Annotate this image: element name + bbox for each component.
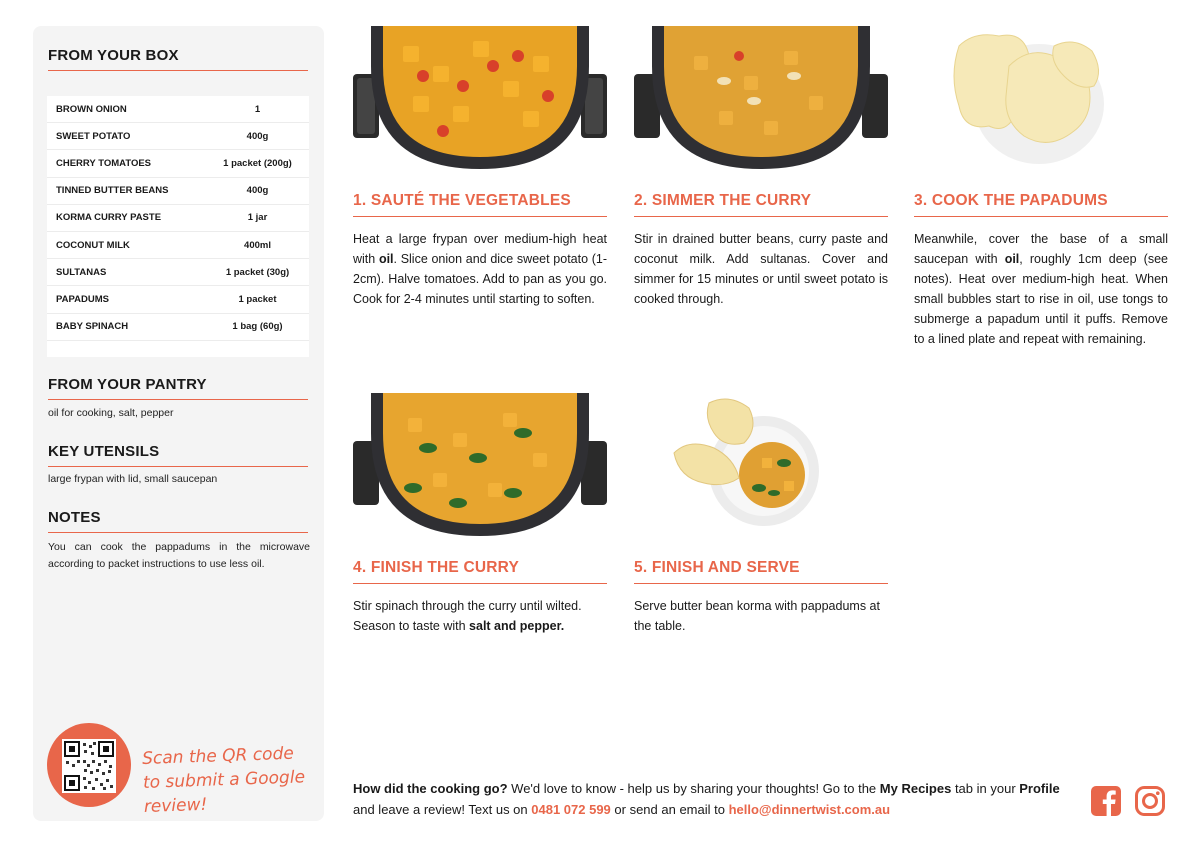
step-5-title: 5. FINISH AND SERVE xyxy=(634,559,888,584)
footer-text: or send an email to xyxy=(610,802,729,817)
ingredient-name: SWEET POTATO xyxy=(56,130,131,142)
pantry-text: oil for cooking, salt, pepper xyxy=(48,407,174,419)
ingredients-sidebar xyxy=(33,26,324,821)
step-3-title: 3. COOK THE PAPADUMS xyxy=(914,192,1168,217)
email-link[interactable]: hello@dinnertwist.com.au xyxy=(728,802,891,817)
ingredient-row xyxy=(47,259,309,286)
ingredient-row xyxy=(47,286,309,313)
step-1-pan-image xyxy=(353,26,607,169)
ingredient-qty: 400g xyxy=(246,130,269,142)
step-4-body: Stir spinach through the curry until wilted. Season to taste with salt and pepper. xyxy=(353,599,582,633)
ingredient-row xyxy=(47,96,309,123)
ingredient-name: TINNED BUTTER BEANS xyxy=(56,185,169,197)
notes-text: You can cook the pappadums in the microwave according to packet instructions to use less oil. xyxy=(48,541,310,570)
ingredient-qty: 1 packet (200g) xyxy=(223,157,292,169)
instagram-icon[interactable] xyxy=(1134,785,1166,817)
review-footer xyxy=(353,778,1073,820)
facebook-icon[interactable] xyxy=(1090,785,1122,817)
pantry-section-title: FROM YOUR PANTRY xyxy=(48,376,308,400)
my-recipes-link[interactable]: My Recipes xyxy=(879,781,952,796)
ingredient-name: KORMA CURRY PASTE xyxy=(56,212,162,224)
ingredient-name: CHERRY TOMATOES xyxy=(56,157,152,169)
ingredient-row xyxy=(47,123,309,150)
step-2-body: Stir in drained butter beans, curry paste and coconut milk. Add sultanas. Cover and simmer for 15 minutes or until sweet potato is cooked through. xyxy=(634,232,888,306)
step-1-body: Heat a large frypan over medium-high heat with oil. Slice onion and dice sweet potato (1-2cm). Halve tomatoes. Add to pan as you go. Cook for 2-4 minutes until starting to soften. xyxy=(353,232,608,306)
ingredient-row xyxy=(47,314,309,341)
ingredient-qty: 1 packet (30g) xyxy=(225,266,290,278)
step-5-plate-image xyxy=(634,393,888,536)
step-1-title: 1. SAUTÉ THE VEGETABLES xyxy=(353,192,607,217)
phone-link[interactable]: 0481 072 599 xyxy=(531,802,611,817)
ingredient-qty: 1 bag (60g) xyxy=(232,321,283,333)
ingredient-row xyxy=(47,150,309,177)
step-4-pan-image xyxy=(353,393,607,536)
step-5-body: Serve butter bean korma with pappadums at the table. xyxy=(634,599,880,633)
ingredient-qty: 1 xyxy=(254,103,261,115)
ingredient-qty: 1 jar xyxy=(247,212,268,224)
step-2-title: 2. SIMMER THE CURRY xyxy=(634,192,888,217)
qr-code[interactable] xyxy=(62,739,116,793)
ingredient-name: PAPADUMS xyxy=(56,293,109,305)
footer-text: We'd love to know - help us by sharing your thoughts! Go to the xyxy=(507,781,880,796)
utensils-text: large frypan with lid, small saucepan xyxy=(48,473,218,485)
utensils-section-title: KEY UTENSILS xyxy=(48,443,308,467)
step-4-title: 4. FINISH THE CURRY xyxy=(353,559,607,584)
step-3-papadum-image xyxy=(914,26,1168,169)
ingredient-row xyxy=(47,178,309,205)
qr-badge xyxy=(47,723,131,807)
step-2-pan-image xyxy=(634,26,888,169)
ingredient-name: BABY SPINACH xyxy=(56,321,129,333)
ingredient-row xyxy=(47,205,309,232)
footer-text: and leave a review! Text us on xyxy=(353,802,532,817)
box-section-title: FROM YOUR BOX xyxy=(48,47,308,71)
ingredient-qty: 1 packet xyxy=(238,293,277,305)
ingredient-qty: 400g xyxy=(246,185,269,197)
scan-qr-text: Scan the QR code to submit a Google review! xyxy=(141,743,306,817)
step-3-body: Meanwhile, cover the base of a small saucepan with oil, roughly 1cm deep (see notes). Heat over medium-high heat. When small bubbles start to rise in oil, use tongs to submerge a papadum until it puffs. Remove to a lined plate and repeat with remaining. xyxy=(914,232,1169,346)
ingredient-name: COCONUT MILK xyxy=(56,239,130,251)
profile-link[interactable]: Profile xyxy=(1019,781,1060,796)
ingredient-row xyxy=(47,232,309,259)
ingredients-table xyxy=(47,96,309,357)
notes-section-title: NOTES xyxy=(48,509,308,533)
footer-text: tab in your xyxy=(951,781,1020,796)
ingredient-name: BROWN ONION xyxy=(56,103,127,115)
ingredient-name: SULTANAS xyxy=(56,266,107,278)
ingredient-qty: 400ml xyxy=(244,239,271,251)
footer-question: How did the cooking go? xyxy=(353,781,508,796)
